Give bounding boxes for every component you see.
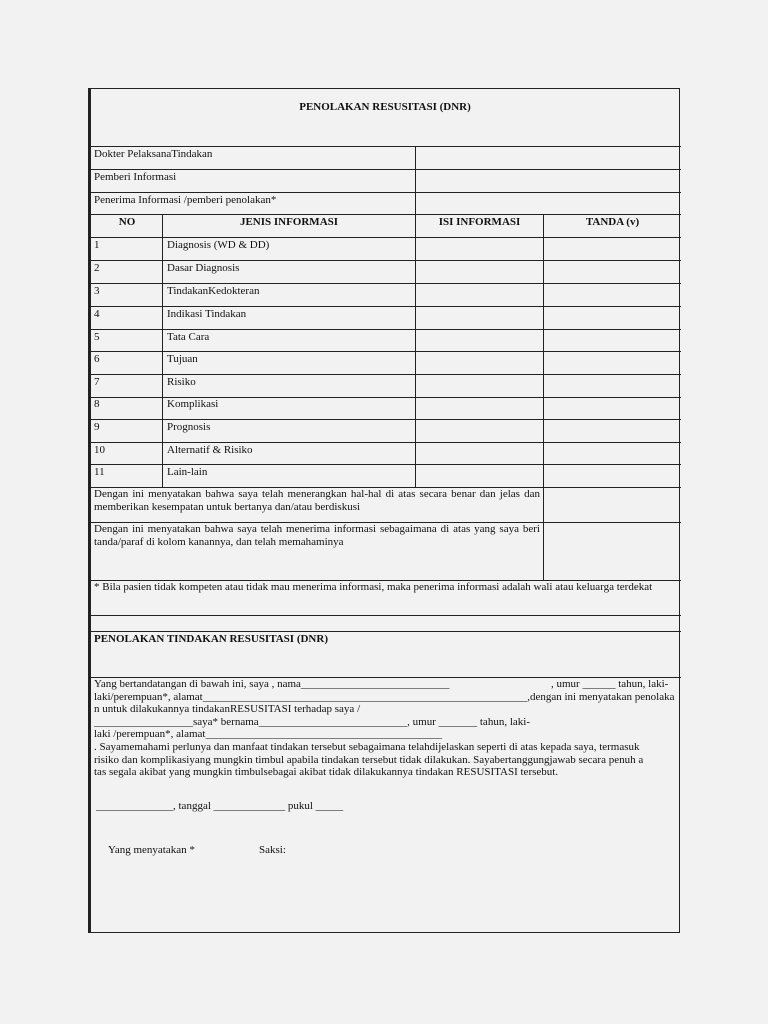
declarant-signature-area[interactable] — [108, 861, 248, 926]
info-field-doctor[interactable] — [416, 147, 680, 169]
row-no: 10 — [94, 444, 105, 456]
row-jenis: Alternatif & Risiko — [167, 444, 253, 456]
signature-field-recipient[interactable] — [544, 523, 680, 579]
row-no: 6 — [94, 353, 100, 365]
row-no: 9 — [94, 421, 100, 433]
row-jenis: Indikasi Tindakan — [167, 308, 247, 320]
table-column-divider — [162, 214, 163, 487]
divider — [89, 192, 681, 193]
declaration-line-1b: , umur ______ tahun, laki- — [551, 678, 669, 690]
divider — [89, 351, 681, 352]
row-jenis: Dasar Diagnosis — [167, 262, 240, 274]
declaration-line-8: tas segala akibat yang mungkin timbulsebagai akibat tidak dilakukannya tindakan RESUSITASI tersebut. — [94, 766, 559, 779]
divider — [89, 464, 681, 465]
declaration-line-6: . Sayamemahami perlunya dan manfaat tindakan tersebut sebagaimana telahdijelaskan seperti di atas kepada saya, termasuk — [94, 741, 640, 753]
dnr-form — [88, 88, 680, 933]
info-row-doctor-label: Dokter PelaksanaTindakan — [94, 148, 213, 160]
row-jenis: Tata Cara — [167, 331, 210, 343]
divider — [89, 306, 681, 307]
table-column-divider — [543, 214, 544, 487]
divider — [89, 442, 681, 443]
row-jenis: TindakanKedokteran — [167, 285, 260, 297]
row-jenis: Lain-lain — [167, 466, 208, 478]
row-jenis: Komplikasi — [167, 398, 219, 410]
divider — [89, 329, 681, 330]
statement-recipient: Dengan ini menyatakan bahwa saya telah menerima informasi sebagaimana di atas yang saya beri tanda/paraf di kolom kanannya, dan telah memahaminya — [94, 523, 540, 548]
row-no: 1 — [94, 239, 100, 251]
divider — [89, 374, 681, 375]
divider — [89, 631, 681, 632]
row-jenis: Risiko — [167, 376, 196, 388]
row-jenis: Tujuan — [167, 353, 198, 365]
divider — [89, 214, 681, 215]
table-column-divider — [415, 214, 416, 487]
statement-informant: Dengan ini menyatakan bahwa saya telah menerangkan hal-hal di atas secara benar dan jelas dan memberikan kesempatan untuk bertanya dan/atau berdiskusi — [94, 488, 540, 513]
row-no: 4 — [94, 308, 100, 320]
row-no: 3 — [94, 285, 100, 297]
row-no: 11 — [94, 466, 105, 478]
info-row-informant-label: Pemberi Informasi — [94, 171, 177, 183]
divider — [89, 615, 681, 616]
form-title: PENOLAKAN RESUSITASI (DNR) — [299, 101, 471, 113]
row-no: 5 — [94, 331, 100, 343]
row-no: 2 — [94, 262, 100, 274]
header-isi-informasi: ISI INFORMASI — [438, 216, 521, 228]
divider — [89, 260, 681, 261]
info-row-recipient-label: Penerima Informasi /pemberi penolakan* — [94, 194, 277, 206]
declaration-line-3: n untuk dilakukannya tindakanRESUSITASI terhadap saya / — [94, 703, 361, 716]
declaration-line-4: __________________saya* bernama___________________________, umur _______ tahun, laki- — [94, 715, 530, 728]
witness-signature-area[interactable] — [259, 861, 399, 926]
header-no: NO — [118, 216, 136, 228]
declaration-line-7: risiko dan komplikasiyang mungkin timbul apabila tindakan tersebut tidak dilakukan. Sayabertanggungjawab secara penuh a — [94, 753, 644, 766]
declarant-label: Yang menyatakan * — [108, 844, 195, 856]
signature-field-informant[interactable] — [544, 488, 680, 522]
header-jenis-informasi: JENIS INFORMASI — [239, 216, 339, 228]
date-time-line: ______________, tanggal _____________ pukul _____ — [96, 800, 344, 812]
row-no: 8 — [94, 398, 100, 410]
declaration-line-5: laki /perempuan*, alamat___________________________________________ — [94, 728, 442, 741]
witness-label: Saksi: — [259, 844, 286, 856]
row-jenis: Diagnosis (WD & DD) — [167, 239, 270, 251]
row-jenis: Prognosis — [167, 421, 211, 433]
declaration-line-1a: Yang bertandatangan di bawah ini, saya , nama___________________________ — [94, 678, 450, 690]
divider — [89, 283, 681, 284]
info-field-recipient[interactable] — [416, 193, 680, 214]
header-tanda: TANDA (v) — [585, 216, 640, 228]
row-no: 7 — [94, 376, 100, 388]
declaration-line-2: laki/perempuan*, alamat___________________________________________________________,dengan ini menyatakan penolaka — [94, 690, 675, 703]
info-field-informant[interactable] — [416, 170, 680, 192]
section2-title: PENOLAKAN TINDAKAN RESUSITASI (DNR) — [94, 633, 328, 645]
divider — [89, 237, 681, 238]
divider — [89, 419, 681, 420]
divider — [89, 169, 681, 170]
footnote: * Bila pasien tidak kompeten atau tidak mau menerima informasi, maka penerima informasi adalah wali atau keluarga terdekat — [94, 581, 653, 593]
